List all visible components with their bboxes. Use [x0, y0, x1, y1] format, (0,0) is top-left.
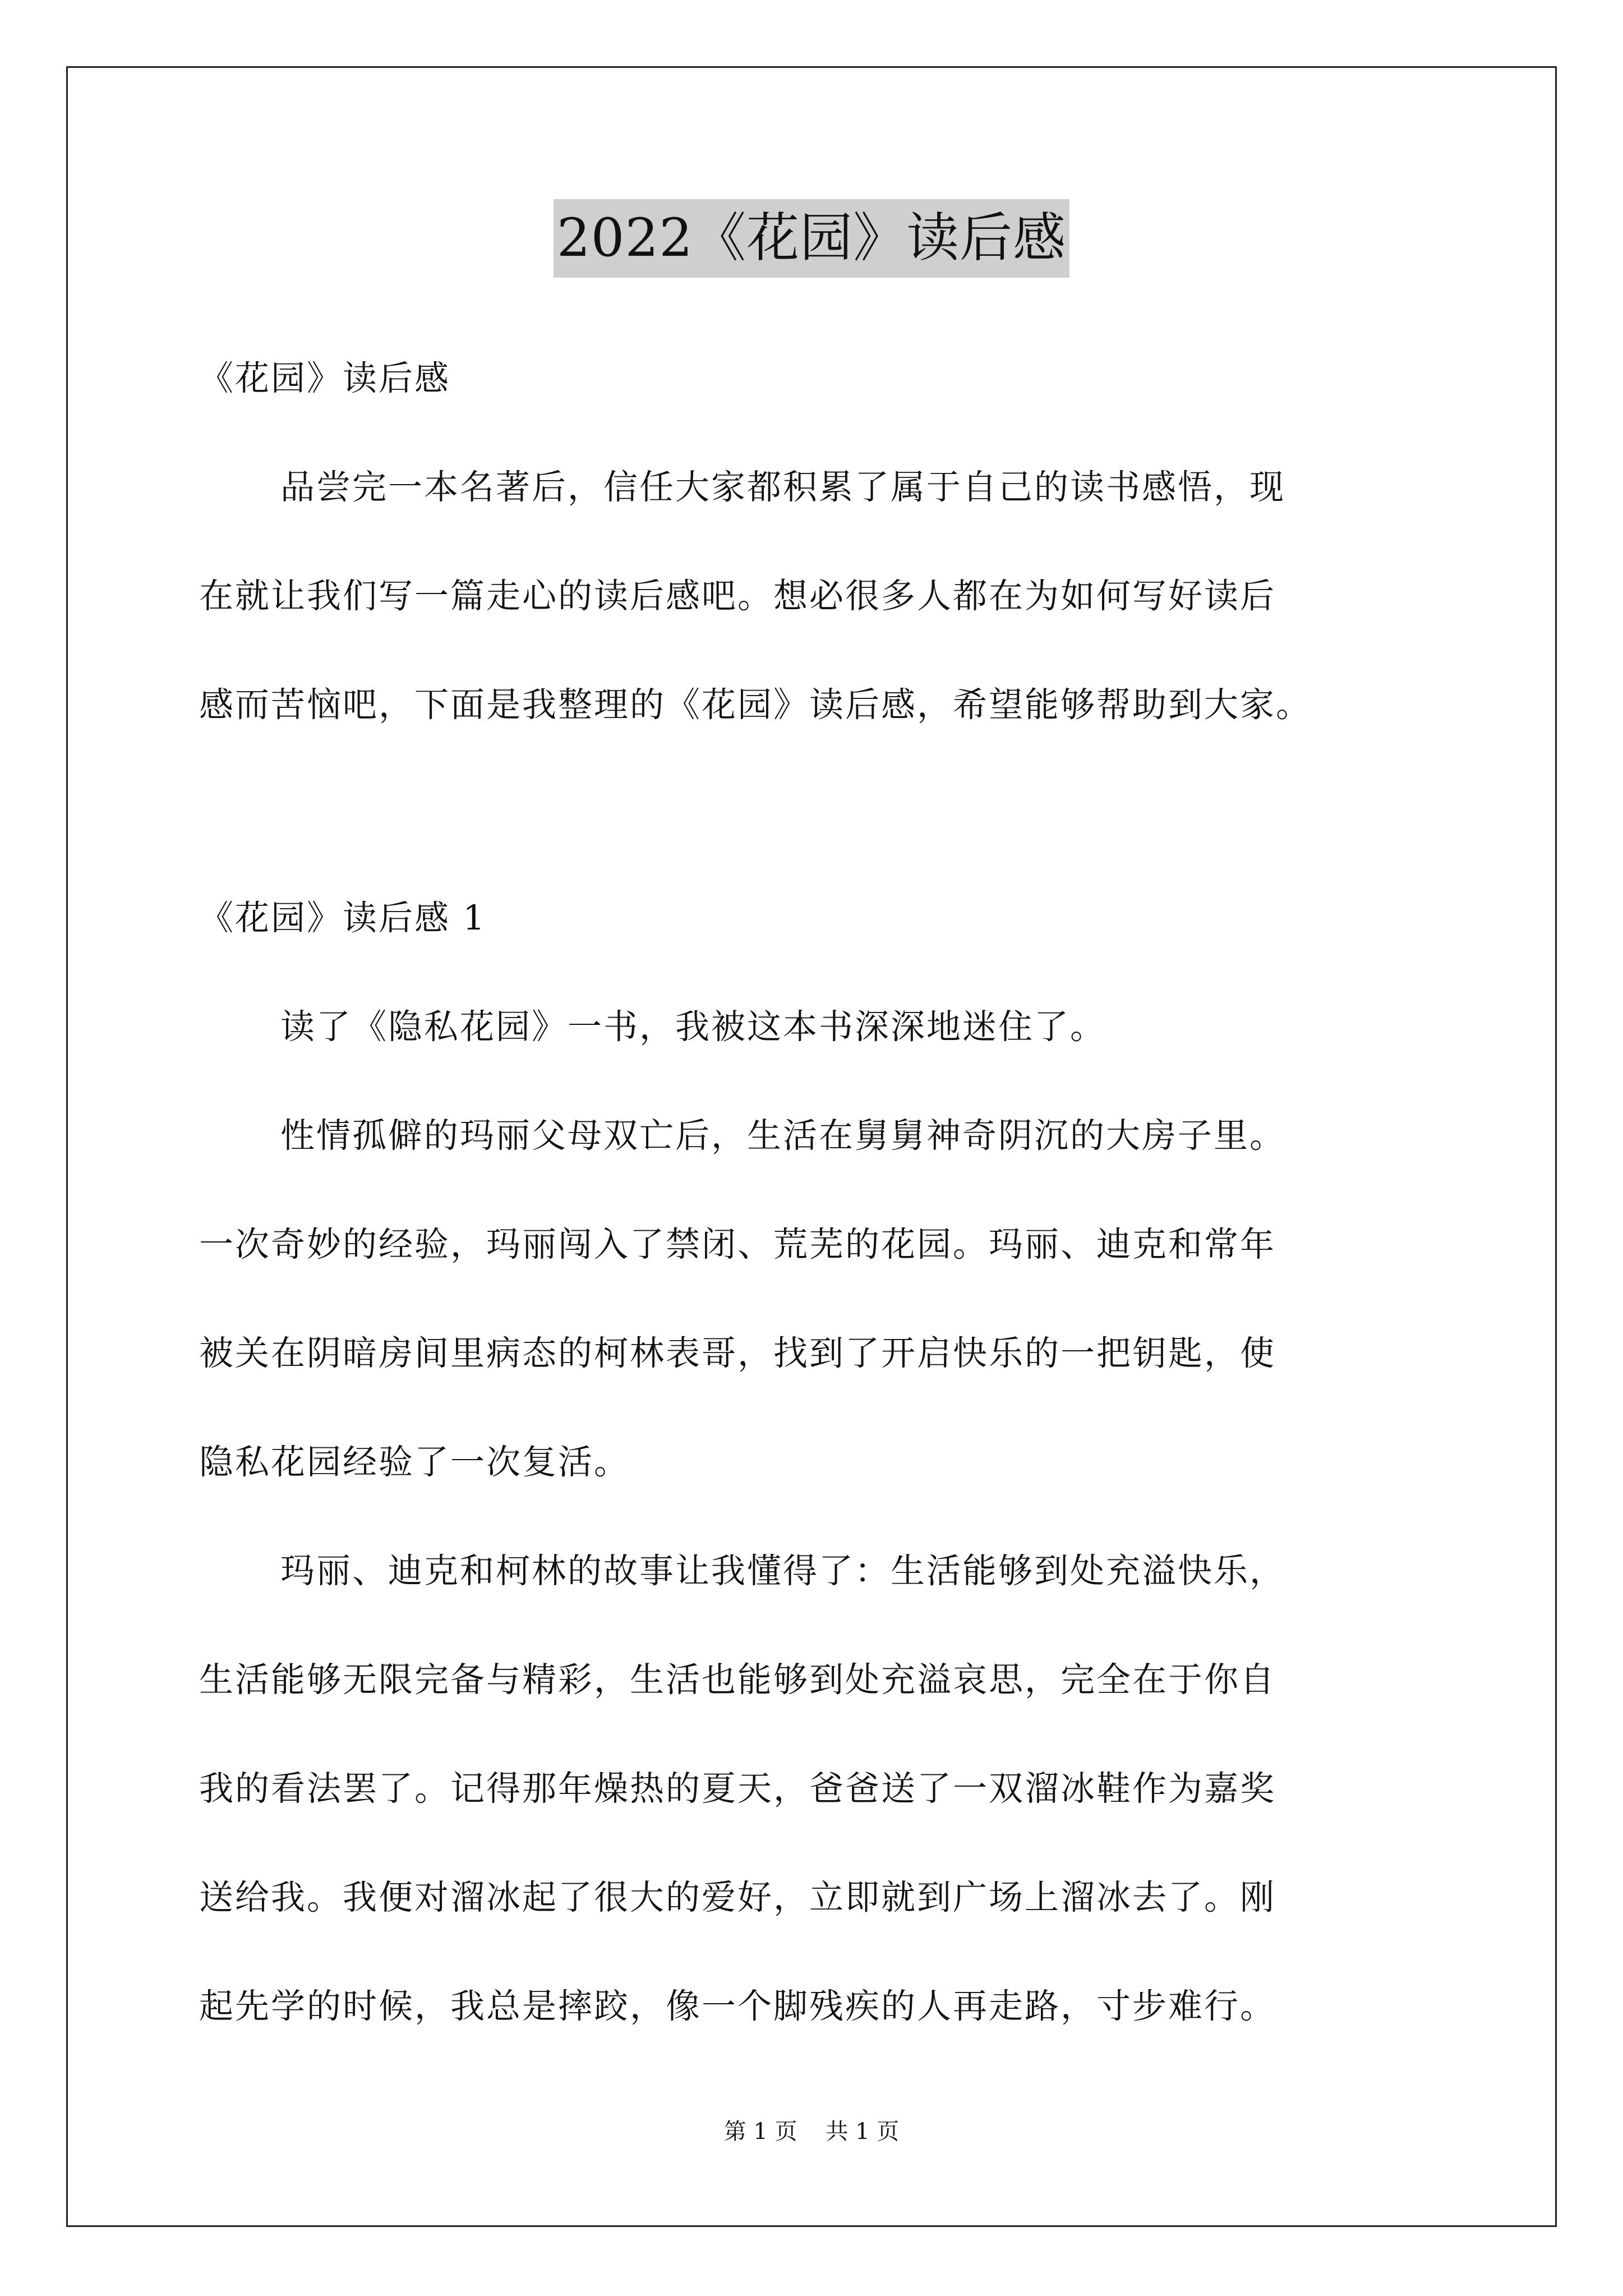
body-line: 我的看法罢了。记得那年燥热的夏天，爸爸送了一双溜冰鞋作为嘉奖 — [199, 1769, 1276, 1809]
intro-line: 品尝完一本名著后，信任大家都积累了属于自己的读书感悟，现 — [280, 467, 1286, 507]
body-line: 读了《隐私花园》一书，我被这本书深深地迷住了。 — [280, 1007, 1106, 1047]
intro-line: 在就让我们写一篇走心的读后感吧。想必很多人都在为如何写好读后 — [199, 576, 1276, 616]
body-line: 送给我。我便对溜冰起了很大的爱好，立即就到广场上溜冰去了。刚 — [199, 1878, 1276, 1917]
body-line: 玛丽、迪克和柯林的故事让我懂得了：生活能够到处充溢快乐， — [280, 1551, 1286, 1591]
body-line: 被关在阴暗房间里病态的柯林表哥，找到了开启快乐的一把钥匙，使 — [199, 1333, 1276, 1373]
body-line: 起先学的时候，我总是摔跤，像一个脚残疾的人再走路，寸步难行。 — [199, 1986, 1276, 2026]
body-line: 一次奇妙的经验，玛丽闯入了禁闭、荒芜的花园。玛丽、迪克和常年 — [199, 1225, 1276, 1264]
document-title: 2022《花园》读后感 — [554, 199, 1069, 278]
body-line: 隐私花园经验了一次复活。 — [199, 1442, 630, 1482]
subtitle: 《花园》读后感 — [199, 358, 451, 398]
title-wrap — [0, 199, 1623, 278]
intro-line: 感而苦恼吧，下面是我整理的《花园》读后感，希望能够帮助到大家。 — [199, 685, 1312, 725]
section-heading: 《花园》读后感 1 — [199, 898, 487, 938]
body-line: 生活能够无限完备与精彩，生活也能够到处充溢哀思，完全在于你自 — [199, 1660, 1276, 1700]
page-footer: 第 1 页 共 1 页 — [723, 2119, 900, 2145]
body-line: 性情孤僻的玛丽父母双亡后，生活在舅舅神奇阴沉的大房子里。 — [280, 1116, 1286, 1156]
